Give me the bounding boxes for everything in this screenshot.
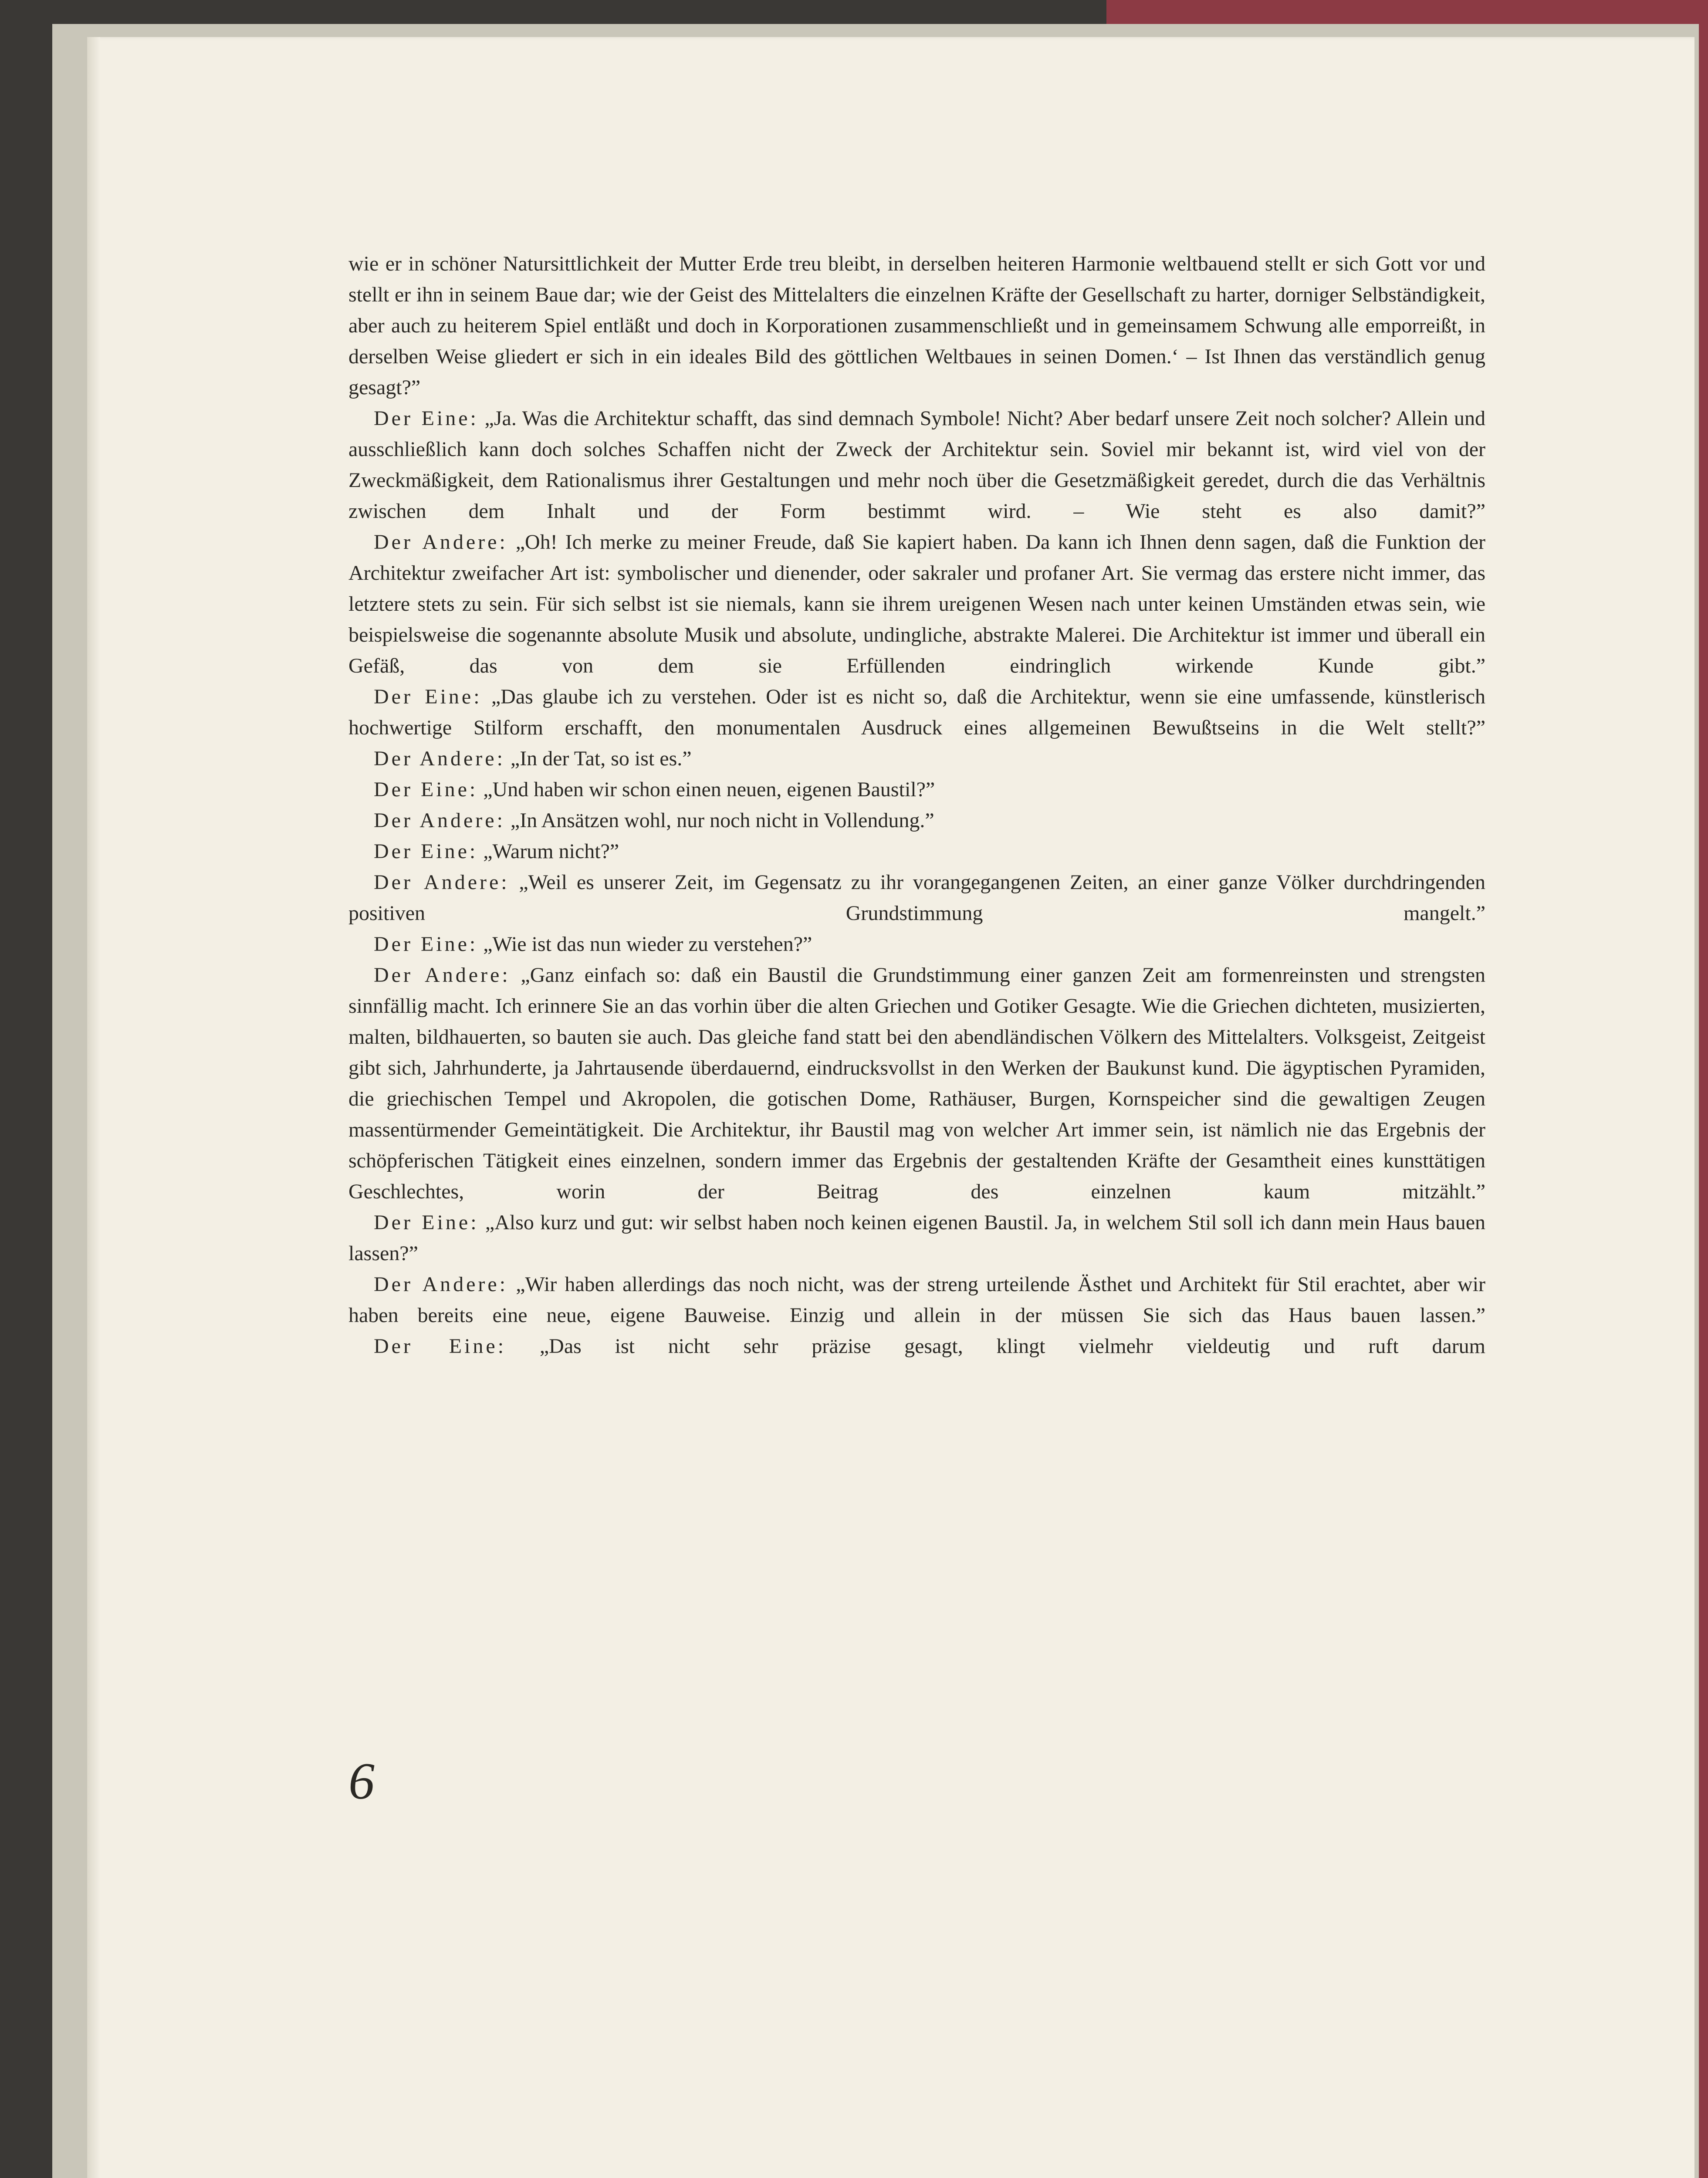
page-number: 6 bbox=[348, 1752, 375, 1810]
speaker-label: Der Eine: bbox=[374, 840, 478, 863]
page-gutter bbox=[87, 37, 100, 2178]
paragraph bbox=[348, 743, 1485, 774]
paragraph bbox=[348, 248, 1485, 403]
paragraph-text: „Wir haben allerdings das noch nicht, was der streng urteilende Ästhet und Architekt für Stil erachtet, aber wir haben bereits eine neue, eigene Bauweise. Einzig und allein in der müssen Sie sich das Haus bauen lassen.” bbox=[348, 1273, 1486, 1327]
speaker-label: Der Eine: bbox=[374, 685, 482, 708]
paragraph bbox=[348, 929, 1485, 960]
paragraph-text: „Ganz einfach so: daß ein Baustil die Grundstimmung einer ganzen Zeit am formenreinsten und strengsten sinnfällig macht. Ich erinnere Sie an das vorhin über die alten Griechen und Gotiker Gesagte. Wie die Griechen dichteten, musizierten, malten, bildhauerten, so bauten sie auch. Das gleiche fand statt bei den abendländischen Völkern des Mittelalters. Volksgeist, Zeitgeist gibt sich, Jahrhunderte, ja Jahrtausende überdauernd, eindrucksvollst in den Werken der Baukunst kund. Die ägyptischen Pyramiden, die griechischen Tempel und Akropolen, die gotischen Dome, Rathäuser, Burgen, Kornspeicher sind die gewaltigen Zeugen massentürmender Gemeintätigkeit. Die Architektur, ihr Baustil mag von welcher Art immer sein, ist nämlich nie das Ergebnis der schöpferischen Tätigkeit eines einzelnen, sondern immer das Ergebnis der gestaltenden Kräfte der Gesamtheit eines kunsttätigen Geschlechtes, worin der Beitrag des einzelnen kaum mitzählt.” bbox=[348, 964, 1486, 1203]
paragraph-text: „Und haben wir schon einen neuen, eigenen Baustil?” bbox=[483, 778, 935, 801]
paragraph bbox=[348, 867, 1485, 929]
paragraph bbox=[348, 774, 1485, 805]
paragraph bbox=[348, 1331, 1485, 1362]
paragraph-text: „Wie ist das nun wieder zu verstehen?” bbox=[483, 933, 812, 956]
paragraph bbox=[348, 836, 1485, 867]
body-text bbox=[348, 248, 1485, 1362]
speaker-label: Der Andere: bbox=[374, 871, 510, 894]
paragraph-text: „Also kurz und gut: wir selbst haben noch keinen eigenen Baustil. Ja, in welchem Stil soll ich dann mein Haus bauen lassen?” bbox=[348, 1211, 1486, 1265]
speaker-label: Der Andere: bbox=[374, 531, 508, 554]
paragraph-text: „Das ist nicht sehr präzise gesagt, klingt vielmehr vieldeutig und ruft darum bbox=[539, 1335, 1486, 1358]
speaker-label: Der Eine: bbox=[374, 407, 479, 430]
speaker-label: Der Eine: bbox=[374, 933, 478, 956]
speaker-label: Der Eine: bbox=[374, 778, 478, 801]
speaker-label: Der Andere: bbox=[374, 1273, 508, 1296]
paragraph-text: wie er in schöner Natursittlichkeit der Mutter Erde treu bleibt, in derselben heiteren Harmonie weltbauend stellt er sich Gott vor und stellt er ihn in seinem Baue dar; wie der Geist des Mittelalters die einzelnen Kräfte der Gesellschaft zu harter, dorniger Selbständigkeit, aber auch zu heiterem Spiel entläßt und doch in Korporationen zusammenschließt und in gemeinsamem Schwung alle emporreißt, in derselben Weise gliedert er sich in ein ideales Bild des göttlichen Weltbaues in seinen Domen.‘ – Ist Ihnen das verständlich genug gesagt?” bbox=[348, 252, 1485, 399]
paragraph-text: „In Ansätzen wohl, nur noch nicht in Vollendung.” bbox=[510, 809, 934, 832]
paragraph-text: „Ja. Was die Architektur schafft, das sind demnach Symbole! Nicht? Aber bedarf unsere Zeit noch solcher? Allein und ausschließlich kann doch solches Schaffen nicht der Zweck der Architektur sein. Soviel mir bekannt ist, wird viel von der Zweckmäßigkeit, dem Rationalismus ihrer Gestaltungen und mehr noch über die Gesetzmäßigkeit geredet, durch die das Verhältnis zwischen dem Inhalt und der Form bestimmt wird. – Wie steht es also damit?” bbox=[348, 407, 1486, 523]
speaker-label: Der Eine: bbox=[374, 1335, 507, 1358]
paragraph-text: „Warum nicht?” bbox=[483, 840, 619, 863]
paragraph bbox=[348, 960, 1485, 1207]
paragraph-text: „In der Tat, so ist es.” bbox=[510, 747, 692, 770]
paragraph-text: „Oh! Ich merke zu meiner Freude, daß Sie kapiert haben. Da kann ich Ihnen denn sagen, daß die Funktion der Architektur zweifacher Art ist: symbolischer und dienender, oder sakraler und profaner Art. Sie vermag das erstere nicht immer, das letztere stets zu sein. Für sich selbst ist sie niemals, kann sie ihrem ureigenen Wesen nach unter keinen Umständen etwas sein, wie beispielsweise die sogenannte absolute Musik und absolute, undingliche, abstrakte Malerei. Die Architektur ist immer und überall ein Gefäß, das von dem sie Erfüllenden eindringlich wirkende Kunde gibt.” bbox=[348, 531, 1485, 677]
speaker-label: Der Andere: bbox=[374, 747, 505, 770]
paragraph bbox=[348, 805, 1485, 836]
paragraph-text: „Das glaube ich zu verstehen. Oder ist es nicht so, daß die Architektur, wenn sie eine umfassende, künstlerisch hochwertige Stilform erschafft, den monumentalen Ausdruck eines allgemeinen Bewußtseins in die Welt stellt?” bbox=[348, 685, 1485, 739]
paragraph bbox=[348, 527, 1485, 681]
paragraph bbox=[348, 1269, 1485, 1331]
paragraph bbox=[348, 403, 1485, 527]
speaker-label: Der Eine: bbox=[374, 1211, 479, 1234]
speaker-label: Der Andere: bbox=[374, 809, 505, 832]
paragraph bbox=[348, 1207, 1485, 1269]
paragraph-text: „Weil es unserer Zeit, im Gegensatz zu ihr vorangegangenen Zeiten, an einer ganze Völker durchdringenden positiven Grundstimmung mangelt.” bbox=[348, 871, 1486, 925]
paragraph bbox=[348, 681, 1485, 743]
speaker-label: Der Andere: bbox=[374, 964, 511, 987]
